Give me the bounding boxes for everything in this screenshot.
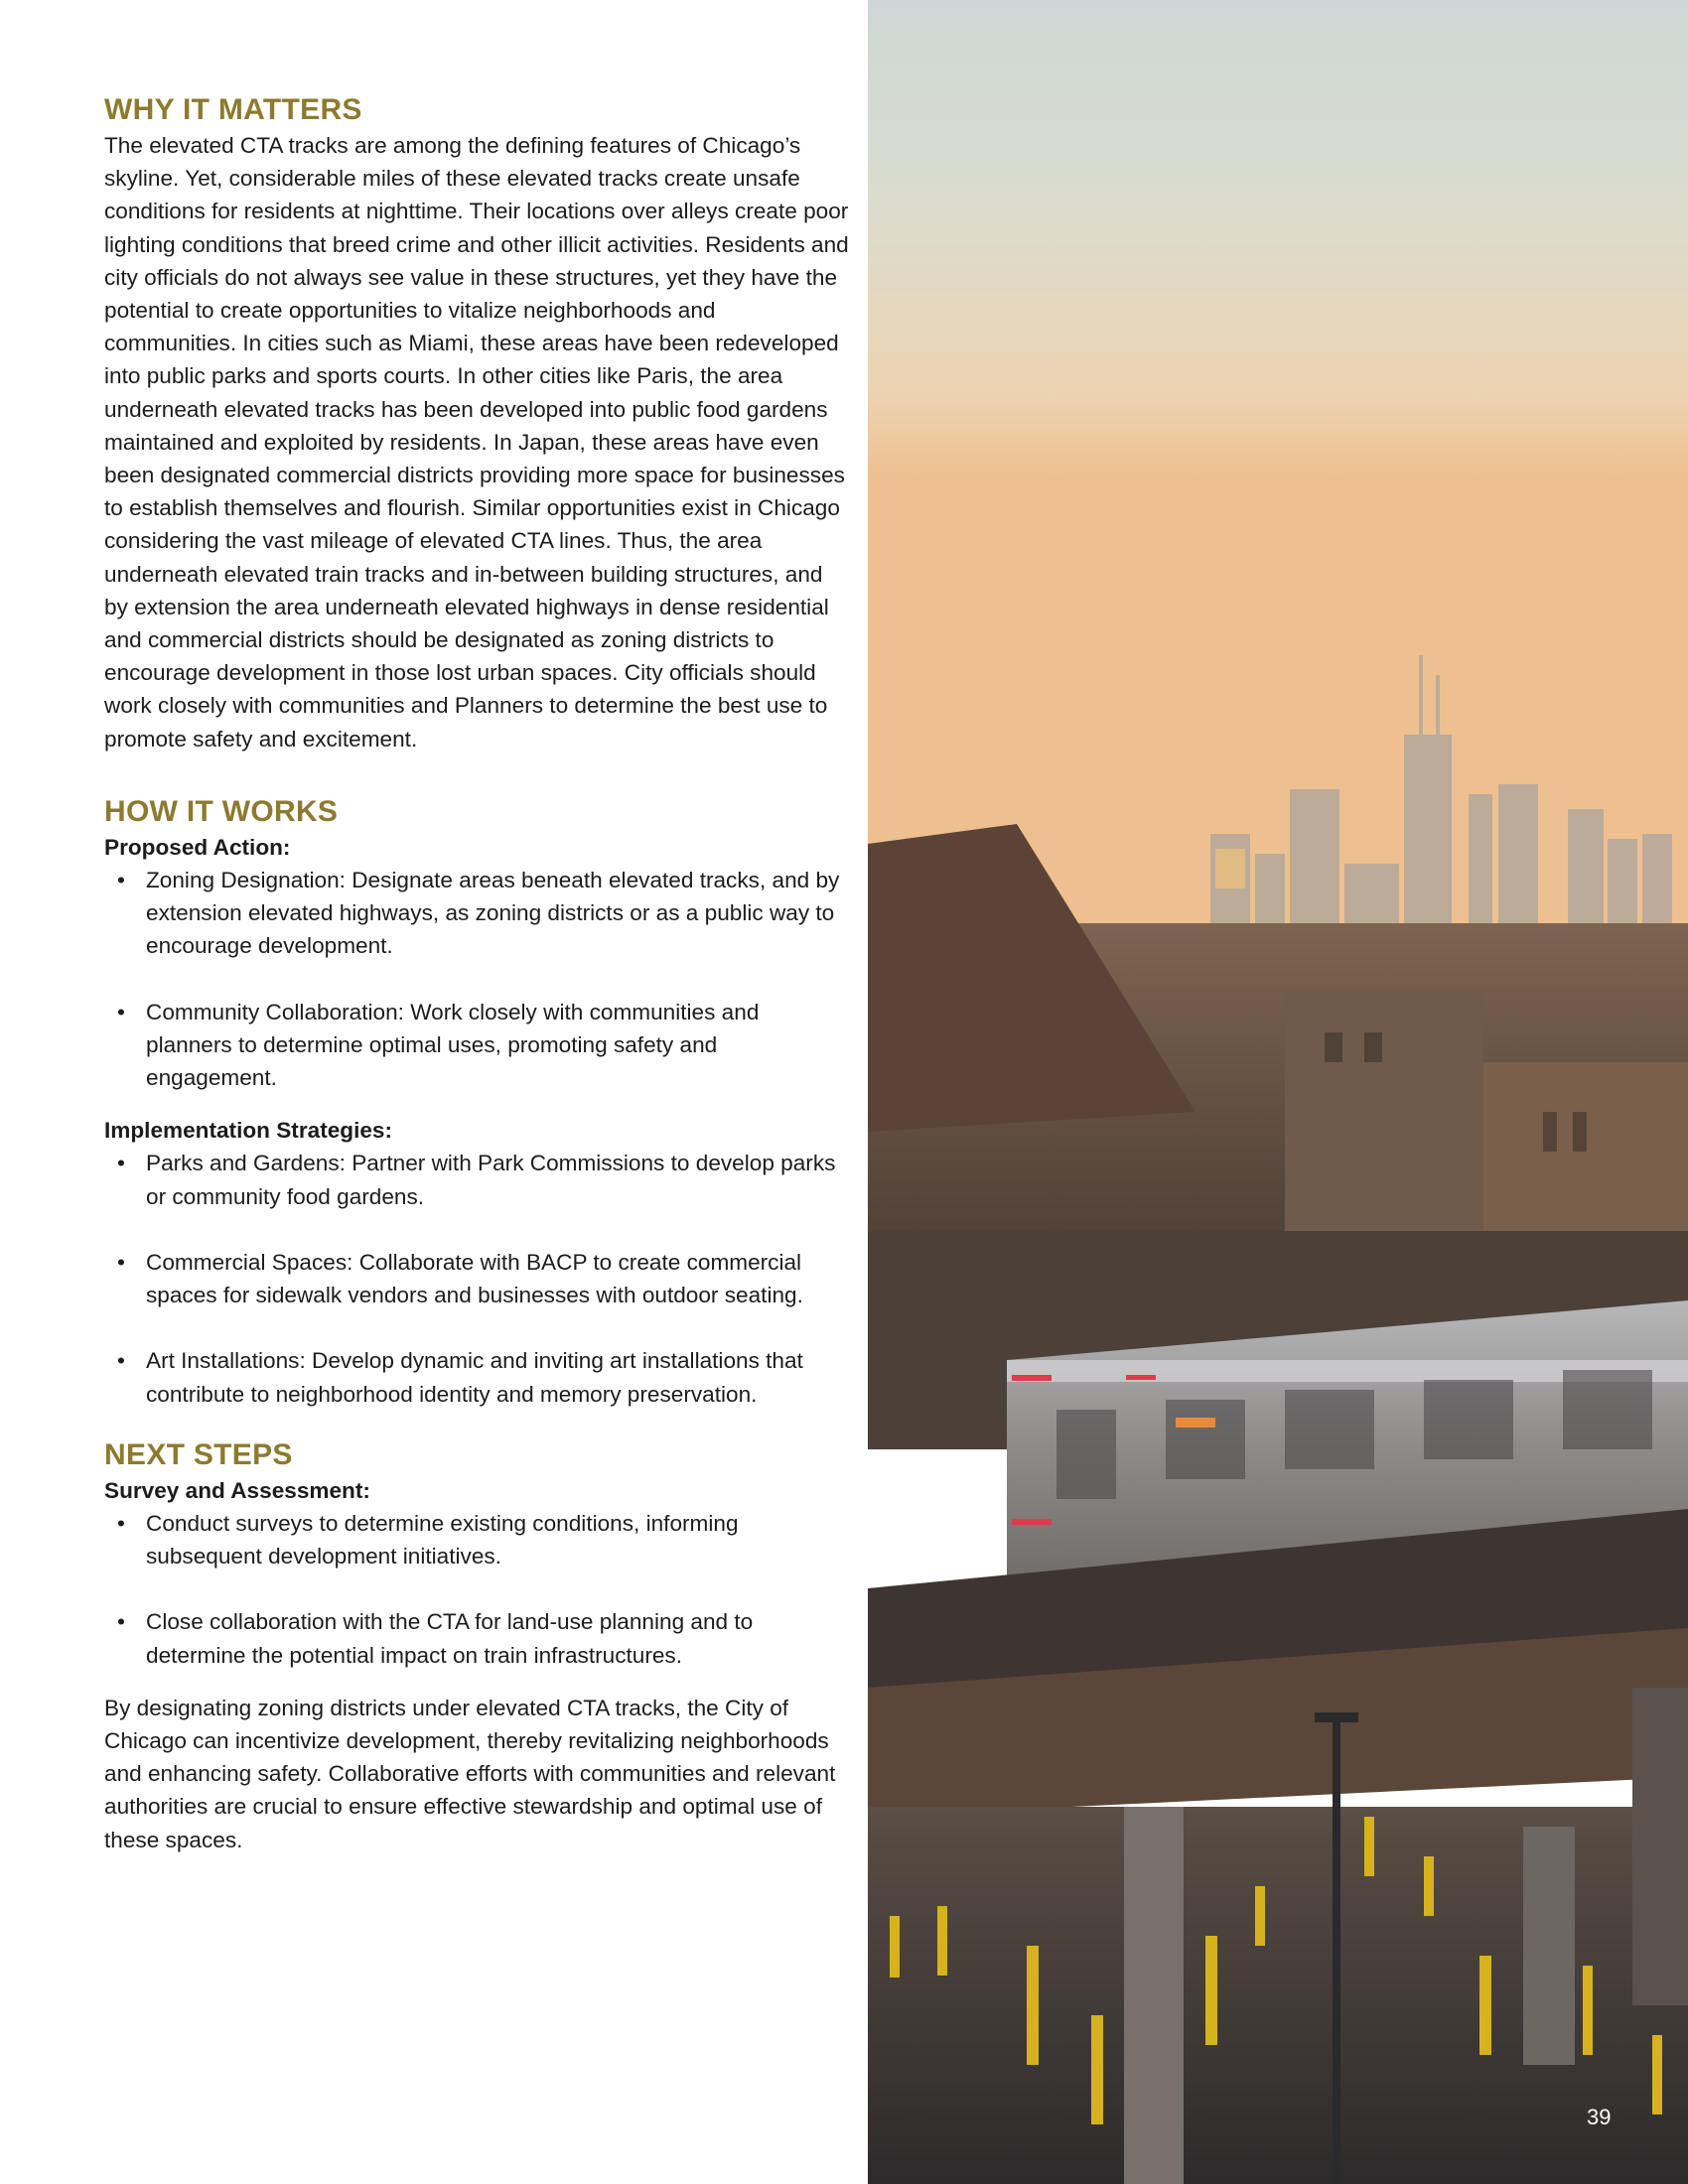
how-it-works-heading: HOW IT WORKS [104,794,339,828]
chicago-el-train-photo [868,0,1688,2184]
list-item: • Commercial Spaces: Collaborate with BACP to create commercial spaces for sidewalk vendors and businesses with outdoor seating. [104,1246,849,1311]
survey-assessment-list [104,1507,849,1672]
proposed-action-label: Proposed Action: [104,834,291,860]
survey-assessment-label: Survey and Assessment: [104,1477,370,1503]
list-item: • Conduct surveys to determine existing conditions, informing subsequent development initiatives. [104,1507,849,1572]
implementation-strategies-list [104,1147,849,1410]
why-it-matters-section [104,91,849,755]
list-item: • Zoning Designation: Designate areas beneath elevated tracks, and by extension elevated highways, as zoning districts or as a public way to encourage development. [104,864,849,963]
list-item: • Parks and Gardens: Partner with Park Commissions to develop parks or community food gardens. [104,1147,849,1212]
why-it-matters-heading: WHY IT MATTERS [104,93,362,126]
list-item: • Community Collaboration: Work closely with communities and planners to determine optimal uses, promoting safety and engagement. [104,996,849,1095]
page-number: 39 [1587,2105,1612,2129]
implementation-strategies-label: Implementation Strategies: [104,1118,393,1144]
list-item: • Art Installations: Develop dynamic and inviting art installations that contribute to neighborhood identity and memory preservation. [104,1344,849,1410]
text-column [104,91,849,1878]
list-item: • Close collaboration with the CTA for land-use planning and to determine the potential impact on train infrastructures. [104,1605,849,1671]
next-steps-heading: NEXT STEPS [104,1437,293,1471]
proposed-action-list [104,864,849,1094]
why-it-matters-body: The elevated CTA tracks are among the defining features of Chicago’s skyline. Yet, considerable miles of these elevated tracks create unsafe conditions for residents at nighttime. Their locations over alleys create poor lighting conditions that breed crime and other illicit activities. Residents and city officials do not always see value in these structures, yet they have the potential to create opportunities to vitalize neighborhoods and communities. In cities such as Miami, these areas have been redeveloped into public parks and sports courts. In other cities like Paris, the area underneath elevated tracks has been developed into public food gardens maintained and exploited by residents. In Japan, these areas have even been designated commercial districts providing more space for businesses to establish themselves and flourish. Similar opportunities exist in Chicago considering the vast mileage of elevated CTA lines. Thus, the area underneath elevated train tracks and in-between building structures, and by extension the area underneath elevated highways in dense residential and commercial districts should be designated as zoning districts to encourage development in those lost urban spaces. City officials should work closely with communities and Planners to determine the best use to promote safety and excitement. [104,133,849,751]
next-steps-section [104,1436,849,1856]
closing-paragraph: By designating zoning districts under elevated CTA tracks, the City of Chicago can incentivize development, thereby revitalizing neighborhoods and enhancing safety. Collaborative efforts with communities and relevant authorities are crucial to ensure effective stewardship and optimal use of these spaces. [104,1695,836,1852]
how-it-works-section [104,793,849,1411]
